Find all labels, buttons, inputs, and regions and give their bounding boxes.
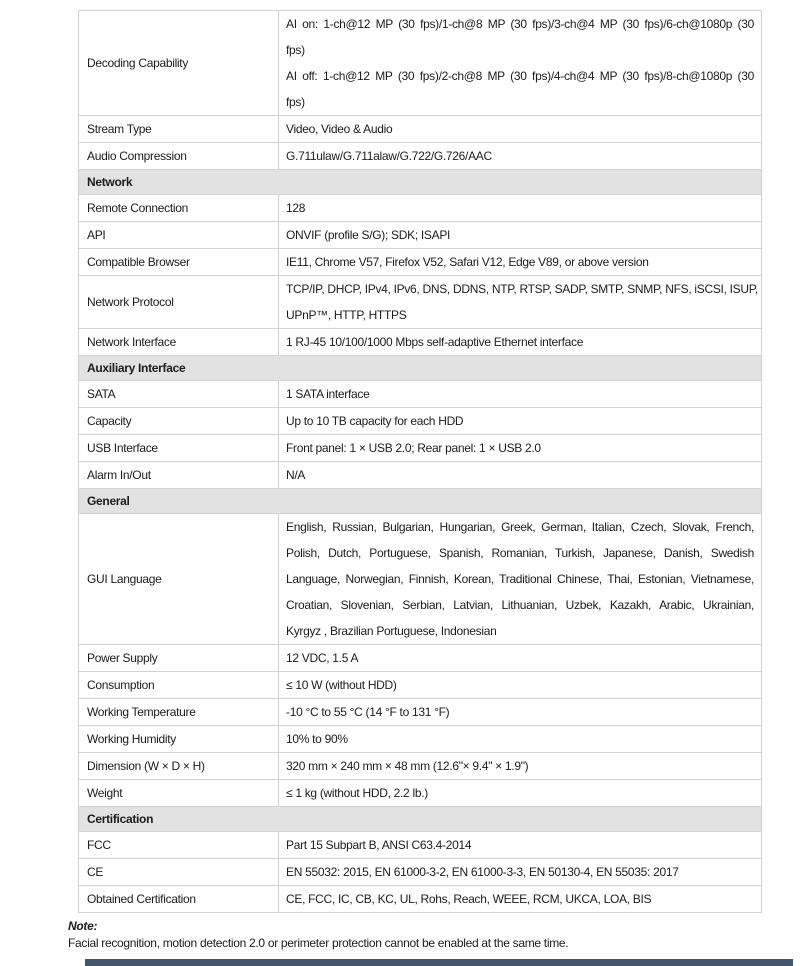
spec-row [79, 249, 761, 276]
spec-value-line: 10% to 90% [286, 732, 348, 746]
spec-value-line: 1 RJ-45 10/100/1000 Mbps self-adaptive Ethernet interface [286, 335, 584, 349]
spec-value [279, 249, 761, 275]
spec-value [279, 116, 761, 142]
spec-value-line: Video, Video & Audio [286, 122, 393, 136]
spec-row [79, 672, 761, 699]
spec-value-line: EN 55032: 2015, EN 61000-3-2, EN 61000-3-3, EN 50130-4, EN 55035: 2017 [286, 865, 679, 879]
spec-key: Network Interface [79, 329, 279, 355]
spec-value-line: Up to 10 TB capacity for each HDD [286, 414, 464, 428]
section-header-row: Network [79, 170, 761, 195]
spec-key: Alarm In/Out [79, 462, 279, 488]
spec-value-line: -10 °C to 55 °C (14 °F to 131 °F) [286, 705, 450, 719]
spec-key: API [79, 222, 279, 248]
spec-row [79, 143, 761, 170]
spec-value [279, 329, 761, 355]
spec-value-line: ≤ 1 kg (without HDD, 2.2 lb.) [286, 786, 428, 800]
spec-key: Compatible Browser [79, 249, 279, 275]
spec-value-line: English, Russian, Bulgarian, Hungarian, Greek, German, Italian, Czech, Slovak, French, [286, 520, 754, 534]
spec-key: FCC [79, 832, 279, 858]
spec-key: USB Interface [79, 435, 279, 461]
spec-value [279, 645, 761, 671]
spec-value [279, 435, 761, 461]
spec-row [79, 116, 761, 143]
spec-key: Consumption [79, 672, 279, 698]
spec-row [79, 753, 761, 780]
spec-value [279, 514, 761, 644]
spec-key: Remote Connection [79, 195, 279, 221]
spec-value [279, 726, 761, 752]
spec-key: Weight [79, 780, 279, 806]
spec-key: SATA [79, 381, 279, 407]
spec-value-line: G.711ulaw/G.711alaw/G.722/G.726/AAC [286, 149, 492, 163]
spec-value-line: fps) [286, 43, 305, 57]
spec-value-line: 1 SATA interface [286, 387, 370, 401]
section-header-row: Auxiliary Interface [79, 356, 761, 381]
spec-value-line: 12 VDC, 1.5 A [286, 651, 359, 665]
note-block [68, 918, 768, 952]
section-header-row: General [79, 489, 761, 514]
spec-row [79, 645, 761, 672]
spec-row [79, 276, 761, 329]
spec-value [279, 780, 761, 806]
spec-value-line: ≤ 10 W (without HDD) [286, 678, 397, 692]
spec-value [279, 672, 761, 698]
spec-value [279, 143, 761, 169]
spec-row [79, 780, 761, 807]
spec-value [279, 276, 761, 328]
spec-value-line: 128 [286, 201, 306, 215]
spec-value-line: IE11, Chrome V57, Firefox V52, Safari V12, Edge V89, or above version [286, 255, 649, 269]
spec-row [79, 832, 761, 859]
spec-row [79, 726, 761, 753]
spec-value-line: Part 15 Subpart B, ANSI C63.4-2014 [286, 838, 472, 852]
spec-key: Obtained Certification [79, 886, 279, 912]
spec-value [279, 11, 761, 115]
spec-value-line: Front panel: 1 × USB 2.0; Rear panel: 1 × USB 2.0 [286, 441, 541, 455]
spec-value-line: CE, FCC, IC, CB, KC, UL, Rohs, Reach, WEEE, RCM, UKCA, LOA, BIS [286, 892, 652, 906]
footer-bar [85, 959, 793, 966]
spec-row [79, 699, 761, 726]
spec-key: Stream Type [79, 116, 279, 142]
spec-value [279, 859, 761, 885]
spec-value-line: fps) [286, 95, 305, 109]
spec-value [279, 886, 761, 912]
note-label: Note: [68, 919, 98, 933]
spec-key: GUI Language [79, 514, 279, 644]
spec-row [79, 11, 761, 116]
spec-key: CE [79, 859, 279, 885]
spec-row [79, 329, 761, 356]
spec-key: Dimension (W × D × H) [79, 753, 279, 779]
spec-value [279, 462, 761, 488]
spec-value-line: AI off: 1-ch@12 MP (30 fps)/2-ch@8 MP (30 fps)/4-ch@4 MP (30 fps)/8-ch@1080p (30 [286, 69, 754, 83]
spec-value [279, 753, 761, 779]
spec-table [78, 10, 762, 913]
spec-value [279, 195, 761, 221]
spec-key: Capacity [79, 408, 279, 434]
spec-key: Working Humidity [79, 726, 279, 752]
spec-value-line: 320 mm × 240 mm × 48 mm (12.6"× 9.4" × 1.9") [286, 759, 529, 773]
spec-value [279, 408, 761, 434]
spec-value-line: UPnP™, HTTP, HTTPS [286, 308, 407, 322]
spec-row [79, 381, 761, 408]
spec-value-line: N/A [286, 468, 306, 482]
spec-row [79, 222, 761, 249]
spec-value-line: Language, Norwegian, Finnish, Korean, Traditional Chinese, Thai, Estonian, Vietnamese, [286, 572, 754, 586]
spec-row [79, 859, 761, 886]
spec-key: Network Protocol [79, 276, 279, 328]
spec-row [79, 514, 761, 645]
spec-value-line: Polish, Dutch, Portuguese, Spanish, Romanian, Turkish, Japanese, Danish, Swedish [286, 546, 754, 560]
spec-key: Working Temperature [79, 699, 279, 725]
spec-row [79, 195, 761, 222]
spec-row [79, 886, 761, 912]
spec-value [279, 381, 761, 407]
spec-row [79, 435, 761, 462]
spec-value-line: Croatian, Slovenian, Serbian, Latvian, Lithuanian, Uzbek, Kazakh, Arabic, Ukrainian, [286, 598, 754, 612]
spec-value [279, 222, 761, 248]
spec-key: Decoding Capability [79, 11, 279, 115]
section-header-row: Certification [79, 807, 761, 832]
spec-row [79, 462, 761, 489]
spec-value-line: Kyrgyz , Brazilian Portuguese, Indonesian [286, 624, 497, 638]
note-text: Facial recognition, motion detection 2.0 or perimeter protection cannot be enabled at the same time. [68, 936, 569, 950]
spec-value-line: ONVIF (profile S/G); SDK; ISAPI [286, 228, 451, 242]
spec-value [279, 832, 761, 858]
spec-key: Power Supply [79, 645, 279, 671]
spec-key: Audio Compression [79, 143, 279, 169]
spec-row [79, 408, 761, 435]
spec-value [279, 699, 761, 725]
spec-value-line: TCP/IP, DHCP, IPv4, IPv6, DNS, DDNS, NTP, RTSP, SADP, SMTP, SNMP, NFS, iSCSI, ISUP, [286, 282, 758, 296]
spec-value-line: AI on: 1-ch@12 MP (30 fps)/1-ch@8 MP (30 fps)/3-ch@4 MP (30 fps)/6-ch@1080p (30 [286, 17, 754, 31]
